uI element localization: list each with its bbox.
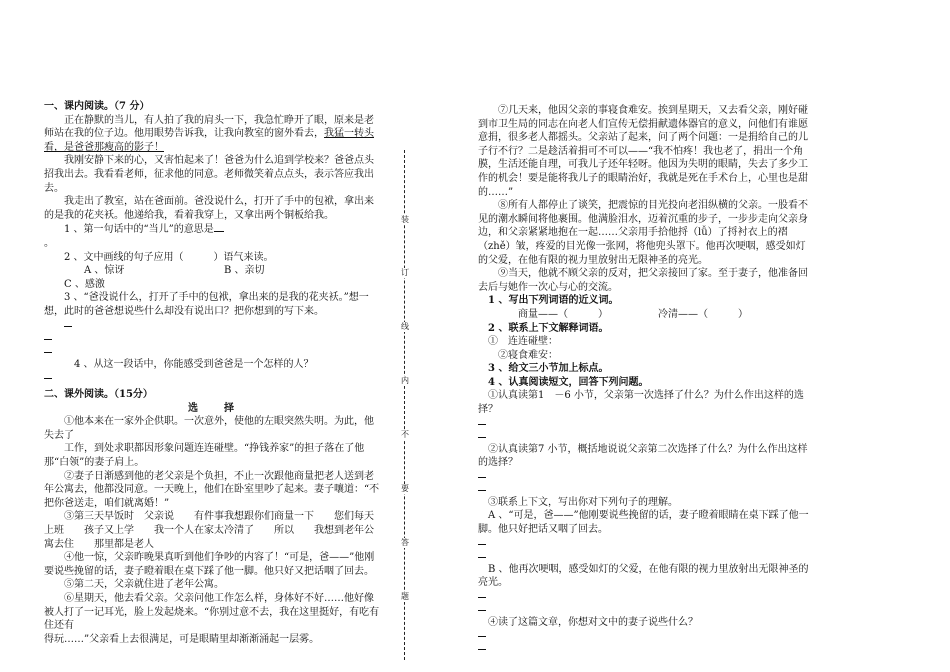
passage1-paragraph1 [44, 114, 380, 155]
story-paragraph4: ④他一惊，父亲昨晚果真听到他们争吵的内容了！“可是，爸——”他刚要说些挽留的话，妻子瞪着眼在桌下踩了他一脚。他只好又把话咽了回去。 [44, 552, 375, 577]
synonym-1[interactable]: 商量——（ ） [518, 308, 608, 320]
passage1-paragraph2: 我刚安静下来的心，又害怕起来了！爸爸为什么追到学校来？爸爸点头招我出去。我看看老师，征求他的同意。老师微笑着点点头，表示答应我出去。 [44, 155, 374, 194]
binding-label: 订 [401, 268, 409, 277]
rquestion-4-3a: A 、“可是，爸——”他刚要说些挽留的话，妻子瞪着眼睛在桌下踩了他一脚。他只好把话又咽了回去。 [478, 510, 809, 536]
question-3: 3 、“爸没说什么，打开了手中的包袱，拿出来的是我的花夹袄。”想一想，此时的爸爸想说些什么却没有说出口？把你想到的写下来。 [44, 292, 369, 317]
answer-line[interactable] [478, 470, 813, 483]
rquestion-2: 2 、联系上下文解释词语。 [488, 322, 609, 334]
answer-line[interactable] [478, 550, 813, 563]
passage1-text: 正在静默的当儿，有人拍了我的肩头一下，我急忙睁开了眼，原来是老师站在我的位子边。他用眼势告诉我，让我向教室的窗外看去， [44, 114, 374, 140]
answer-line[interactable] [478, 642, 813, 655]
binding-label: 线 [401, 322, 409, 331]
rquestion-1: 1 、写出下列词语的近义词。 [488, 295, 619, 307]
binding-label: 内 [401, 376, 409, 385]
section1-title: 一、课内阅读。（7 分） [44, 101, 150, 112]
story-title: 选 择 [188, 402, 236, 414]
rquestion-4-2: ②认真读第7 小节，概括地说说父亲第二次选择了什么？为什么作出这样的选择？ [478, 443, 808, 469]
binding-label: 题 [401, 592, 409, 601]
right-column [478, 104, 813, 655]
answer-line[interactable] [214, 222, 224, 232]
question-1 [44, 222, 380, 237]
story-paragraph1b: 工作，到处求职都因形象问题连连碰壁。“挣钱养家”的担子落在了他那“白领”的妻子肩上。 [44, 443, 365, 469]
rquestion-4-4: ④读了这篇文章，你想对文中的妻子说些什么？ [488, 616, 698, 628]
answer-line[interactable] [478, 590, 813, 603]
binding-line [404, 150, 405, 660]
story-paragraph6: ⑥星期天，他去看父亲。父亲问他工作怎么样，身体好不好……他好像被人打了一记耳光，脸上发起烧来。“你别过意不去，我在这里挺好，有吃有住还有 [44, 593, 380, 632]
rquestion-4-3: ③联系上下文，写出你对下列句子的理解。 [488, 496, 678, 508]
rquestion-2b: ②寝食难安： [498, 349, 558, 361]
question-4: 4 、从这一段话中，你能感受到爸爸是一个怎样的人？ [74, 358, 314, 370]
story-paragraph8: ⑧所有人都停止了谈笑，把震惊的目光投向老泪纵横的父亲。一股看不见的潮水瞬间将他裹围。他满脸泪水，迈着沉重的步子，一步步走向父亲身边，和父亲紧紧地抱在一起……父亲用手拾他捋（lǚ）了捋衬衣上的褶（zhě）皱，疼爱的目光像一张网，将他兜头罩下。他再次哽咽，感受如灯的父爱，在他有限的视力里放射出无限神圣的亮光。 [478, 200, 808, 266]
section2-title: 二、课外阅读。（15分） [44, 389, 153, 401]
story-paragraph1: ①他本来在一家外企供职。一次意外，使他的左眼突然失明。为此，他失去了 [44, 416, 374, 441]
question-1-end: 。 [44, 237, 54, 249]
synonym-2[interactable]: 冷清——（ ） [658, 308, 748, 320]
option-a[interactable]: A 、惊讶 [84, 265, 125, 277]
answer-line[interactable] [478, 603, 813, 616]
answer-line[interactable] [44, 371, 380, 384]
rquestion-3: 3 、给文三小节加上标点。 [488, 363, 609, 375]
question-2-options [44, 264, 380, 291]
rquestion-4: 4 、认真阅读短文，回答下列问题。 [488, 376, 649, 388]
answer-line[interactable] [44, 345, 380, 358]
rquestion-2a: ① 连连碰壁： [488, 336, 558, 348]
story-paragraph6b: 得玩……”父亲看上去很满足，可是眼睛里却渐渐涌起一层雾。 [44, 633, 320, 645]
left-column [44, 100, 380, 646]
binding-label: 装 [401, 215, 409, 224]
story-paragraph5: ⑤第二天，父亲就住进了老年公寓。 [64, 579, 224, 591]
rquestion-4-1: ①认真读第1 －6 小节，父亲第一次选择了什么？为什么作出这样的选择？ [478, 390, 804, 416]
story-paragraph3: ③第三天早饭时 父亲说 有件事我想跟你们商量一下 您们每天上班 孩子又上学 我一个人在家太冷清了 所以 我想到老年公寓去住 那里都是老人 [44, 511, 374, 550]
answer-line[interactable] [44, 332, 380, 345]
answer-line[interactable] [478, 430, 813, 443]
rquestion-1-items [478, 308, 813, 322]
binding-label: 要 [401, 484, 409, 493]
story-paragraph7: ⑦几天来，他因父亲的事寝食难安。挨到星期天，又去看父亲，刚好碰到市卫生局的同志在向老人们宣传无偿捐献遗体器官的意义，问他们有谁愿意捐，很多老人都摇头。父亲站了起来，问了两个问题：一是捐给自己的儿子行不行？二是趁活着捐可不可以——“我不怕疼！我也老了，捐出一个角膜，生活还能自理，可我儿子还年轻呀。他因为失明的眼睛，失去了多少工作的机会！要是能将我儿子的眼睛治好，我就是死在手术台上，心里也是甜的……” [478, 105, 808, 198]
story-paragraph2: ②妻子日渐感到他的老父亲是个负担，不止一次跟他商量把老人送到老年公寓去，他都没同意。一天晚上，他们在卧室里吵了起来。妻子嚷道：“不把你爸送走，咱们就离婚！” [44, 470, 380, 509]
binding-label: 答 [401, 538, 409, 547]
answer-line[interactable] [64, 319, 380, 332]
answer-line[interactable] [478, 629, 813, 642]
option-c[interactable]: C 、感激 [64, 278, 105, 290]
story-paragraph9: ⑨当天，他就不顾父亲的反对，把父亲接回了家。至于妻子，他准备回去后与她作一次心与心的交流。 [478, 268, 808, 293]
answer-line[interactable] [478, 483, 813, 496]
answer-line[interactable] [478, 537, 813, 550]
question-1-text: 1 、第一句话中的“当儿”的意思是 [64, 224, 214, 236]
passage1-paragraph3: 我走出了教室，站在爸面前。爸没说什么，打开了手中的包袱，拿出来的是我的花夹袄。他递给我，看着我穿上，又拿出两个铜板给我。 [44, 196, 374, 221]
binding-label: 不 [401, 430, 409, 439]
answer-line[interactable] [478, 417, 813, 430]
rquestion-4-3b: B 、他再次哽咽，感受如灯的父爱，在他有限的视力里放射出无限神圣的亮光。 [478, 563, 809, 589]
option-b[interactable]: B 、亲切 [224, 265, 265, 277]
underlined-sentence: 我猛一转头看，是爸爸那瘦高的影子！ [44, 128, 374, 153]
question-2: 2 、文中画线的句子应用（ ）语气来读。 [64, 251, 274, 263]
